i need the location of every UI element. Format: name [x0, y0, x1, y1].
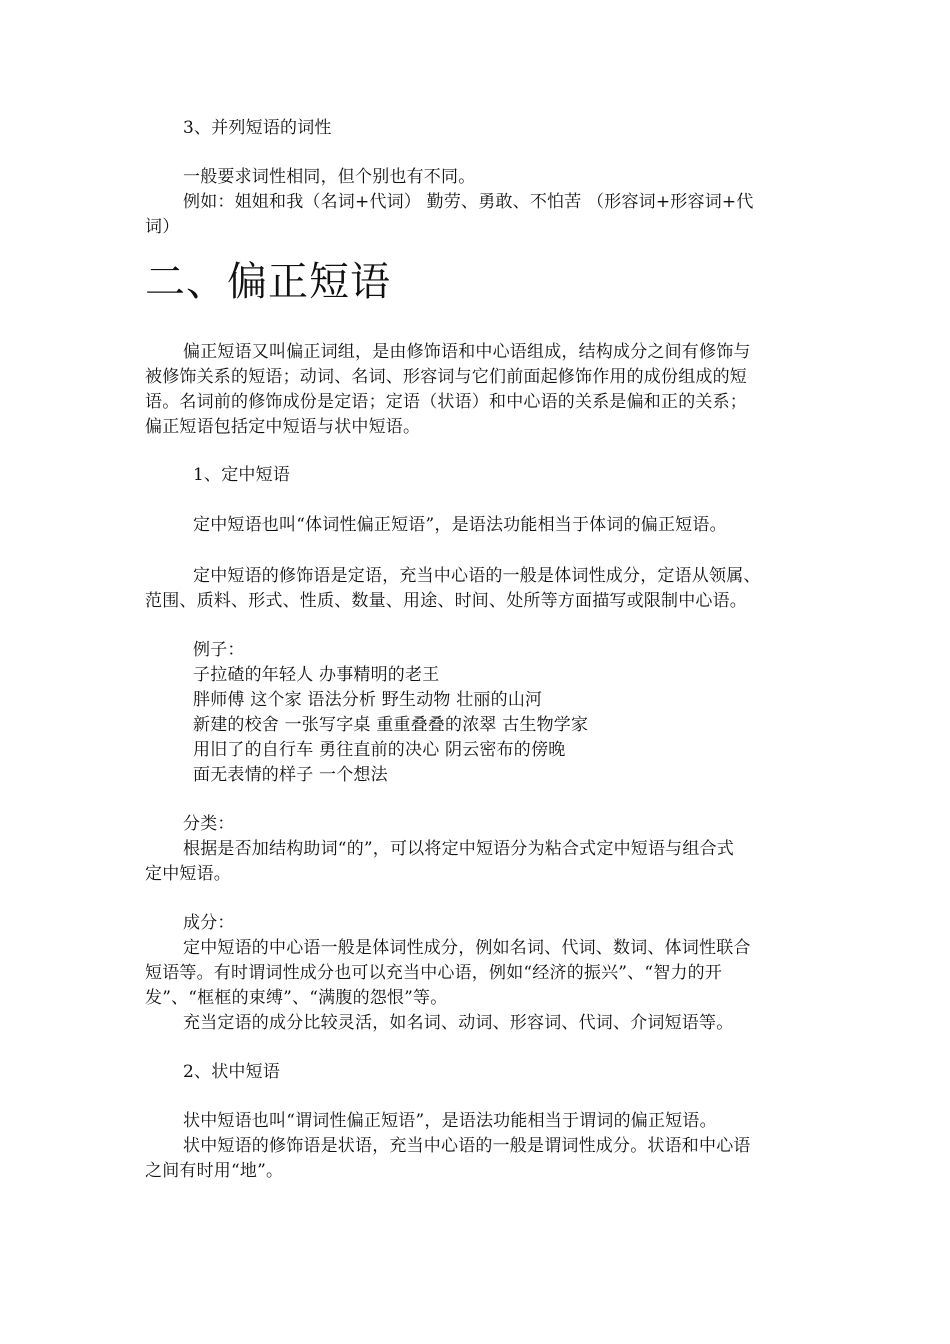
components-label: 成分： [183, 913, 235, 933]
paragraph-line: 偏正短语包括定中短语与状中短语。 [145, 417, 421, 437]
paragraph-line: 充当定语的成分比较灵活，如名词、动词、形容词、代词、介词短语等。 [183, 1013, 734, 1033]
paragraph-line: 根据是否加结构助词“的”，可以将定中短语分为粘合式定中短语与组合式 [183, 839, 734, 859]
example-line: 面无表情的样子 一个想法 [193, 765, 388, 785]
example-line: 新建的校舍 一张写字桌 重重叠叠的浓翠 古生物学家 [193, 715, 589, 735]
paragraph-line: 短语等。有时谓词性成分也可以充当中心语，例如“经济的振兴”、“智力的开 [145, 963, 723, 983]
classification-label: 分类： [183, 814, 235, 834]
paragraph-line: 之间有时用“地”。 [145, 1161, 284, 1181]
page-heading: 二、偏正短语 [145, 259, 391, 305]
paragraph-line: 定中短语的修饰语是定语，充当中心语的一般是体词性成分，定语从领属、 [193, 566, 761, 586]
paragraph-line: 定中短语也叫“体词性偏正短语”，是语法功能相当于体词的偏正短语。 [193, 515, 727, 535]
example-line: 胖师傅 这个家 语法分析 野生动物 壮丽的山河 [193, 690, 543, 710]
paragraph-line: 被修饰关系的短语；动词、名词、形容词与它们前面起修饰作用的成份组成的短 [145, 367, 747, 387]
paragraph-line: 词） [145, 217, 180, 237]
section-heading-1: 1、定中短语 [193, 465, 291, 485]
paragraph-line: 一般要求词性相同，但个别也有不同。 [183, 167, 476, 187]
paragraph-line: 例如：姐姐和我（名词+代词） 勤劳、勇敢、不怕苦 （形容词+形容词+代 [183, 192, 754, 212]
paragraph-line: 定中短语。 [145, 864, 231, 884]
paragraph-line: 发”、“框框的束缚”、“满腹的怨恨”等。 [145, 988, 448, 1008]
paragraph-line: 状中短语的修饰语是状语，充当中心语的一般是谓词性成分。状语和中心语 [183, 1136, 751, 1156]
example-line: 用旧了的自行车 勇往直前的决心 阴云密布的傍晚 [193, 740, 566, 760]
examples-label: 例子： [193, 640, 245, 660]
paragraph-line: 定中短语的中心语一般是体词性成分，例如名词、代词、数词、体词性联合 [183, 938, 751, 958]
paragraph-line: 偏正短语又叫偏正词组，是由修饰语和中心语组成，结构成分之间有修饰与 [183, 342, 751, 362]
example-line: 子拉碴的年轻人 办事精明的老王 [193, 665, 440, 685]
paragraph-line: 状中短语也叫“谓词性偏正短语”，是语法功能相当于谓词的偏正短语。 [183, 1111, 717, 1131]
paragraph-line: 范围、质料、形式、性质、数量、用途、时间、处所等方面描写或限制中心语。 [145, 591, 747, 611]
section-heading-3: 3、并列短语的词性 [183, 118, 332, 138]
paragraph-line: 语。名词前的修饰成份是定语；定语（状语）和中心语的关系是偏和正的关系； [145, 392, 747, 412]
section-heading-2: 2、状中短语 [183, 1062, 281, 1082]
